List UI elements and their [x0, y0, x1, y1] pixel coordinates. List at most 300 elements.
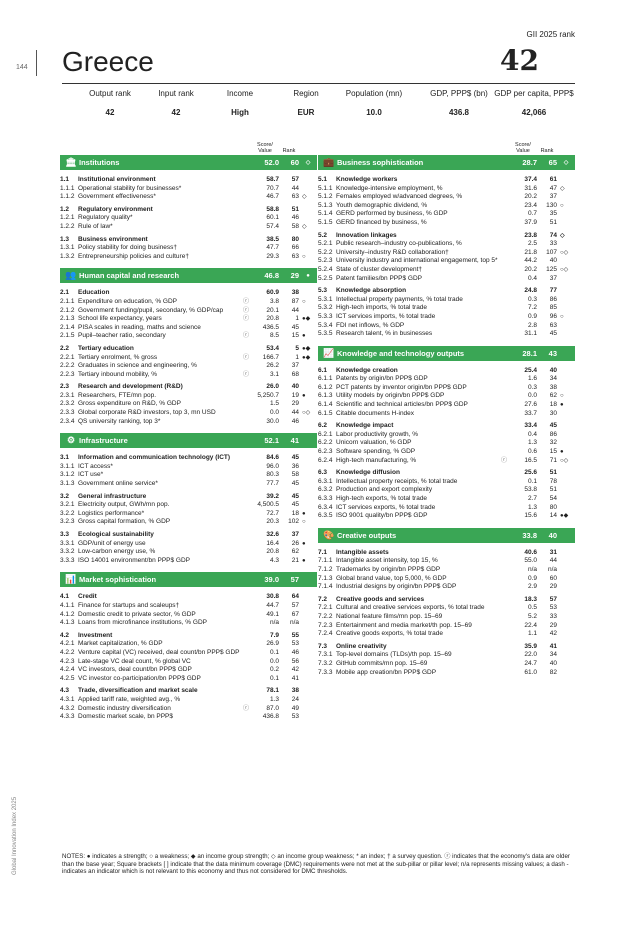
- indicator-code: 2.1.2: [60, 306, 75, 314]
- indicator-value: 84.6: [266, 454, 279, 462]
- indicator-row: [60, 354, 317, 363]
- indicator-label: Tertiary education: [78, 344, 134, 352]
- indicator-rank: 24: [291, 695, 299, 703]
- indicator-label: Tertiary inbound mobility, %: [78, 370, 157, 378]
- indicator-value: 44.2: [524, 257, 537, 265]
- pillar-icon: 👥: [65, 270, 77, 281]
- indicator-rank: 64: [291, 593, 299, 601]
- indicator-value: 1.6: [527, 375, 537, 383]
- pillar-icon: ⚙: [66, 435, 76, 446]
- indicator-code: 5.2: [318, 231, 328, 239]
- indicator-rank: 51: [549, 218, 557, 226]
- indicator-rank: 31: [549, 548, 557, 556]
- subpillar-row: [60, 345, 317, 354]
- strength-marker: ●◆: [302, 354, 311, 361]
- indicator-value: 166.7: [262, 353, 279, 361]
- indicator-rank: 44: [291, 184, 299, 192]
- indicator-value: 40.6: [524, 548, 537, 556]
- indicator-value: 44.7: [266, 601, 279, 609]
- indicator-row: [318, 240, 575, 249]
- indicator-rank: 45: [549, 330, 557, 338]
- indicator-row: [318, 478, 575, 487]
- indicator-rank: 86: [549, 430, 557, 438]
- indicator-code: 3.2.2: [60, 509, 75, 517]
- old-data-icon: ⓡ: [500, 457, 507, 464]
- indicator-value: 0.5: [527, 604, 537, 612]
- indicator-label: Scientific and technical articles/bn PPP$ GDP: [336, 401, 468, 409]
- pillar-name: Business sophistication: [337, 158, 424, 167]
- indicator-code: 2.3.2: [60, 400, 75, 408]
- indicator-label: GERD performed by business, % GDP: [336, 210, 448, 218]
- indicator-label: Global brand value, top 5,000, % GDP: [336, 574, 447, 582]
- indicator-rank: 36: [291, 462, 299, 470]
- indicator-rank: 61: [549, 176, 557, 183]
- indicator-row: [318, 504, 575, 513]
- indicator-label: FDI net inflows, % GDP: [336, 321, 405, 329]
- indicator-code: 5.1.2: [318, 193, 333, 201]
- indicator-row: [60, 649, 317, 658]
- indicator-value: 70.7: [266, 184, 279, 192]
- indicator-label: Unicorn valuation, % GDP: [336, 439, 412, 447]
- indicator-rank: 5: [295, 344, 299, 352]
- pillar-name: Institutions: [79, 158, 120, 167]
- indicator-code: 7.1: [318, 548, 328, 556]
- strength-marker: ●: [560, 449, 564, 456]
- indicator-code: 7.2.2: [318, 612, 333, 620]
- indicator-label: ICT services exports, % total trade: [336, 503, 436, 511]
- indicator-value: 53.8: [524, 486, 537, 494]
- indicator-code: 5.1.5: [318, 218, 333, 226]
- indicator-code: 4.3.3: [60, 713, 75, 721]
- indicator-row: [318, 384, 575, 393]
- spacer: [318, 339, 575, 345]
- indicator-value: 31.6: [524, 184, 537, 192]
- indicator-rank: 30: [549, 409, 557, 417]
- indicator-row: [318, 669, 575, 678]
- subpillar-row: [318, 643, 575, 652]
- strength-marker: ○: [302, 253, 306, 260]
- indicator-value: 20.8: [266, 548, 279, 556]
- indicator-row: [60, 602, 317, 611]
- indicator-code: 6.1.2: [318, 383, 333, 391]
- stat-value: EUR: [297, 108, 315, 117]
- indicator-label: Innovation linkages: [336, 231, 397, 239]
- indicator-code: 5.2.4: [318, 265, 333, 273]
- indicator-value: 20.8: [266, 315, 279, 323]
- strength-marker: ○◇: [560, 266, 569, 273]
- indicator-code: 6.1.5: [318, 409, 333, 417]
- indicator-code: 7.3.2: [318, 659, 333, 667]
- indicator-label: Graduates in science and engineering, %: [78, 362, 197, 370]
- indicator-rank: 71: [549, 456, 557, 464]
- indicator-row: [318, 448, 575, 457]
- rank-header: Rank: [540, 148, 554, 154]
- indicator-code: 4.1.1: [60, 601, 75, 609]
- strength-marker: ●◆: [560, 513, 569, 520]
- indicator-label: High-tech manufacturing, %: [336, 456, 417, 464]
- indicator-code: 5.1.1: [318, 184, 333, 192]
- indicator-code: 2.1.4: [60, 323, 75, 331]
- indicator-label: Youth demographic dividend, %: [336, 201, 428, 209]
- pillar-name: Human capital and research: [79, 271, 180, 281]
- indicator-code: 7.3.1: [318, 651, 333, 659]
- subpillar-row: [318, 287, 575, 296]
- indicator-label: ISO 9001 quality/bn PPP$ GDP: [336, 512, 428, 520]
- indicator-code: 2.3.4: [60, 417, 75, 425]
- indicator-code: 2.3.1: [60, 391, 75, 399]
- indicator-code: 3.3.1: [60, 539, 75, 547]
- score-header-line2: Value: [516, 148, 530, 154]
- indicator-code: 5.1.3: [318, 201, 333, 209]
- indicator-value: 0.2: [269, 666, 279, 674]
- indicator-row: [318, 410, 575, 419]
- indicator-value: 0.0: [527, 392, 537, 400]
- indicator-value: 60.9: [266, 289, 279, 297]
- indicator-value: 2.5: [527, 240, 537, 248]
- indicator-rank: 40: [549, 257, 557, 265]
- pillar-score: 46.8: [264, 271, 279, 281]
- indicator-label: Cultural and creative services exports, % total trade: [336, 604, 485, 612]
- subpillar-row: [60, 289, 317, 298]
- indicator-label: Policy stability for doing business†: [78, 244, 177, 252]
- indicator-row: [60, 696, 317, 705]
- indicator-code: 4.3.1: [60, 695, 75, 703]
- indicator-value: 30.8: [266, 593, 279, 601]
- indicator-value: 436.5: [262, 323, 279, 331]
- indicator-label: University–industry R&D collaboration†: [336, 248, 449, 256]
- indicator-rank: 102: [288, 518, 299, 526]
- old-data-icon: ⓡ: [242, 354, 249, 361]
- indicator-code: 2.1.1: [60, 297, 75, 305]
- indicator-label: ISO 14001 environment/bn PPP$ GDP: [78, 556, 191, 564]
- indicator-label: Credit: [78, 593, 97, 601]
- indicator-row: [318, 431, 575, 440]
- indicator-code: 2.3.3: [60, 409, 75, 417]
- indicator-rank: n/a: [547, 565, 557, 573]
- indicator-code: 7.2.3: [318, 621, 333, 629]
- indicator-code: 7.1.3: [318, 574, 333, 582]
- indicator-value: 24.8: [524, 287, 537, 295]
- indicator-row: [60, 548, 317, 557]
- indicator-label: Knowledge impact: [336, 422, 394, 430]
- indicator-value: 2.8: [527, 321, 537, 329]
- indicator-rank: 107: [546, 248, 557, 256]
- indicator-row: [60, 244, 317, 253]
- indicator-rank: 37: [291, 531, 299, 538]
- strength-marker: ●: [302, 333, 306, 340]
- indicator-code: 6.2.1: [318, 430, 333, 438]
- indicator-label: Government online service*: [78, 480, 158, 488]
- stat-label: Region: [293, 89, 319, 98]
- indicator-label: Tertiary enrolment, % gross: [78, 353, 158, 361]
- indicator-value: 436.8: [262, 713, 279, 721]
- indicator-rank: 77: [549, 287, 557, 295]
- indicator-rank: 37: [291, 362, 299, 370]
- subpillar-row: [60, 593, 317, 602]
- subpillar-row: [318, 596, 575, 605]
- indicator-row: [60, 658, 317, 667]
- indicator-value: 33.7: [524, 409, 537, 417]
- indicator-value: 1.1: [527, 630, 537, 638]
- indicator-code: 6.2.4: [318, 456, 333, 464]
- indicator-rank: 19: [291, 391, 299, 399]
- indicator-row: [318, 257, 575, 266]
- indicator-rank: 45: [291, 480, 299, 488]
- strength-marker: ○◇: [560, 457, 569, 464]
- indicator-label: Domestic market scale, bn PPP$: [78, 713, 174, 721]
- indicator-rank: 46: [291, 417, 299, 425]
- indicator-row: [318, 296, 575, 305]
- indicator-value: 72.7: [266, 509, 279, 517]
- indicator-rank: 53: [291, 640, 299, 648]
- indicator-value: 25.4: [524, 366, 537, 374]
- pillar-mark: ●: [306, 272, 310, 279]
- indicator-code: 4.1.2: [60, 610, 75, 618]
- subpillar-row: [60, 531, 317, 540]
- indicator-rank: 63: [549, 321, 557, 329]
- indicator-rank: 74: [549, 231, 557, 239]
- indicator-label: Operational stability for businesses*: [78, 184, 182, 192]
- indicator-value: 4,500.5: [257, 501, 279, 509]
- stat-label: Input rank: [158, 89, 194, 98]
- indicator-label: Venture capital (VC) received, deal count/bn PPP$ GDP: [78, 648, 240, 656]
- indicator-code: 5.1: [318, 176, 328, 183]
- indicator-rank: 49: [291, 704, 299, 712]
- indicator-row: [318, 202, 575, 211]
- old-data-icon: ⓡ: [242, 333, 249, 340]
- indicator-row: [318, 375, 575, 384]
- indicator-value: 26.9: [266, 640, 279, 648]
- indicator-label: Intellectual property receipts, % total trade: [336, 477, 458, 485]
- indicator-code: 5.2.5: [318, 274, 333, 282]
- indicator-rank: 66: [291, 244, 299, 252]
- indicator-row: [60, 510, 317, 519]
- indicator-row: [60, 253, 317, 262]
- indicator-label: Patents by origin/bn PPP$ GDP: [336, 375, 428, 383]
- strength-marker: ○: [560, 202, 564, 209]
- pillar-rank: 65: [548, 158, 557, 167]
- indicator-rank: 86: [549, 295, 557, 303]
- indicator-code: 1.1.2: [60, 193, 75, 201]
- indicator-rank: 15: [549, 448, 557, 456]
- indicator-code: 7.1.2: [318, 565, 333, 573]
- left-column: [60, 138, 317, 722]
- strength-marker: ●: [302, 557, 306, 564]
- indicator-row: [318, 486, 575, 495]
- column-header: [318, 138, 575, 154]
- indicator-value: 3.8: [269, 297, 279, 305]
- overall-rank: 42: [500, 44, 539, 77]
- indicator-value: 22.0: [524, 651, 537, 659]
- indicator-value: 4.3: [269, 556, 279, 564]
- indicator-code: 3.1.1: [60, 462, 75, 470]
- indicator-rank: 63: [291, 193, 299, 201]
- pillar-header: [60, 572, 317, 587]
- indicator-code: 3.1: [60, 454, 70, 462]
- indicator-code: 5.3: [318, 287, 328, 295]
- indicator-code: 4.2.2: [60, 648, 75, 656]
- indicator-value: 20.1: [266, 306, 279, 314]
- score-header-line2: Value: [258, 148, 272, 154]
- indicator-rank: 1: [295, 353, 299, 361]
- indicator-rank: 41: [291, 674, 299, 682]
- indicator-code: 2.2.2: [60, 362, 75, 370]
- indicator-value: 5,250.7: [257, 391, 279, 399]
- indicator-row: [60, 418, 317, 427]
- indicator-label: Knowledge-intensive employment, %: [336, 184, 443, 192]
- indicator-label: Government funding/pupil, secondary, % GDP/cap: [78, 306, 224, 314]
- indicator-code: 7.2.1: [318, 604, 333, 612]
- indicator-value: 1.3: [527, 439, 537, 447]
- indicator-label: ICT use*: [78, 471, 104, 479]
- indicator-value: 2.7: [527, 495, 537, 502]
- indicator-value: 7.9: [269, 631, 279, 639]
- subpillar-row: [318, 232, 575, 241]
- indicator-code: 1.1.1: [60, 184, 75, 192]
- strength-marker: ○◇: [560, 249, 569, 256]
- indicator-value: 1.5: [269, 400, 279, 408]
- indicator-code: 3.2: [60, 492, 70, 500]
- indicator-row: [60, 713, 317, 722]
- indicator-code: 2.1: [60, 289, 70, 297]
- indicator-value: 27.6: [524, 401, 537, 409]
- pillar-rank: 29: [290, 271, 299, 281]
- indicator-row: [318, 401, 575, 410]
- indicator-row: [60, 193, 317, 202]
- stat-value: 42,066: [521, 108, 547, 117]
- indicator-rank: 45: [291, 323, 299, 331]
- score-header-line1: Score/: [257, 142, 273, 148]
- indicator-row: [60, 409, 317, 418]
- strength-marker: ◇: [302, 223, 307, 230]
- indicator-label: Global corporate R&D investors, top 3, mn USD: [78, 409, 216, 417]
- indicator-label: PCT patents by inventor origin/bn PPP$ GDP: [336, 383, 467, 391]
- pillar-mark: ◇: [305, 160, 311, 166]
- indicator-label: National feature films/mn pop. 15–69: [336, 612, 443, 620]
- indicator-row: [60, 362, 317, 371]
- indicator-rank: 46: [291, 648, 299, 656]
- indicator-rank: 80: [549, 503, 557, 511]
- old-data-icon: ⓡ: [242, 298, 249, 305]
- indicator-code: 3.2.1: [60, 501, 75, 509]
- indicator-rank: n/a: [289, 619, 299, 627]
- indicator-code: 6.1: [318, 366, 328, 374]
- indicator-row: [60, 471, 317, 480]
- indicator-code: 6.1.1: [318, 375, 333, 383]
- stat-value: High: [231, 108, 249, 117]
- indicator-rank: 63: [291, 252, 299, 260]
- pillar-icon: 🏛: [65, 157, 77, 167]
- divider: [36, 50, 37, 76]
- indicator-row: [60, 557, 317, 566]
- indicator-label: Logistics performance*: [78, 509, 145, 517]
- indicator-label: Education: [78, 289, 110, 297]
- indicator-rank: 47: [549, 184, 557, 192]
- indicator-rank: 38: [291, 687, 299, 695]
- stat-label: GDP per capita, PPP$: [494, 89, 574, 98]
- indicator-value: 20.2: [524, 193, 537, 201]
- indicator-rank: 44: [291, 409, 299, 417]
- old-data-icon: ⓡ: [242, 371, 249, 378]
- indicator-row: [60, 332, 317, 341]
- indicator-row: [60, 540, 317, 549]
- indicator-label: Gross capital formation, % GDP: [78, 518, 171, 526]
- spacer: [60, 261, 317, 267]
- indicator-rank: 44: [549, 557, 557, 565]
- indicator-code: 7.1.4: [318, 583, 333, 591]
- indicator-row: [60, 666, 317, 675]
- indicator-row: [318, 583, 575, 592]
- indicator-rank: 34: [549, 651, 557, 659]
- indicator-code: 6.1.3: [318, 392, 333, 400]
- indicator-rank: 51: [549, 486, 557, 494]
- indicator-code: 1.3: [60, 235, 70, 243]
- indicator-value: 0.1: [527, 477, 537, 485]
- pillar-icon: 💼: [323, 157, 335, 167]
- indicator-rank: 45: [549, 422, 557, 430]
- indicator-value: 96.0: [266, 462, 279, 470]
- indicator-row: [318, 322, 575, 331]
- indicator-code: 5.3.1: [318, 295, 333, 303]
- indicator-value: 24.7: [524, 659, 537, 667]
- stat-value: 436.8: [448, 108, 470, 117]
- indicator-value: 23.8: [524, 231, 537, 239]
- indicator-code: 5.1.4: [318, 210, 333, 218]
- gii-rank-label: GII 2025 rank: [526, 30, 575, 39]
- indicator-label: Knowledge workers: [336, 176, 398, 183]
- pillar-icon: 📈: [323, 347, 335, 358]
- indicator-code: 1.3.1: [60, 244, 75, 252]
- indicator-code: 5.3.2: [318, 304, 333, 312]
- indicator-code: 5.2.1: [318, 240, 333, 248]
- indicator-label: QS university ranking, top 3*: [78, 417, 161, 425]
- indicator-row: [60, 501, 317, 510]
- indicator-code: 4.3.2: [60, 704, 75, 712]
- indicator-rank: 42: [291, 666, 299, 674]
- indicator-row: [318, 275, 575, 284]
- indicator-label: Software spending, % GDP: [336, 448, 416, 456]
- indicator-label: VC investors, deal count/bn PPP$ GDP: [78, 666, 192, 674]
- indicator-row: [60, 480, 317, 489]
- indicator-rank: 56: [291, 657, 299, 665]
- indicator-rank: 1: [295, 315, 299, 323]
- indicator-label: Knowledge creation: [336, 366, 398, 374]
- indicator-label: Gross expenditure on R&D, % GDP: [78, 400, 181, 408]
- pillar-score: 52.1: [264, 436, 279, 446]
- indicator-code: 5.3.4: [318, 321, 333, 329]
- stat-value: 42: [171, 108, 181, 117]
- indicator-rank: 58: [291, 222, 299, 230]
- indicator-row: [318, 566, 575, 575]
- indicator-label: Applied tariff rate, weighted avg., %: [78, 695, 181, 703]
- stat-label: Population (mn): [345, 89, 403, 98]
- indicator-row: [60, 392, 317, 401]
- pillar-mark: ◇: [563, 160, 569, 166]
- indicator-label: Electricity output, GWh/mn pop.: [78, 501, 170, 509]
- indicator-value: 58.8: [266, 205, 279, 213]
- indicator-code: 2.2: [60, 344, 70, 352]
- indicator-value: 0.1: [269, 674, 279, 682]
- indicator-rank: 15: [291, 332, 299, 340]
- indicator-row: [60, 298, 317, 307]
- strength-marker: ◇: [560, 185, 565, 192]
- strength-marker: ●: [302, 392, 306, 399]
- country-title: Greece: [62, 46, 154, 77]
- subpillar-row: [318, 469, 575, 478]
- indicator-code: 6.2.3: [318, 448, 333, 456]
- indicator-rank: 125: [546, 265, 557, 273]
- indicator-label: Trade, diversification and market scale: [78, 687, 198, 695]
